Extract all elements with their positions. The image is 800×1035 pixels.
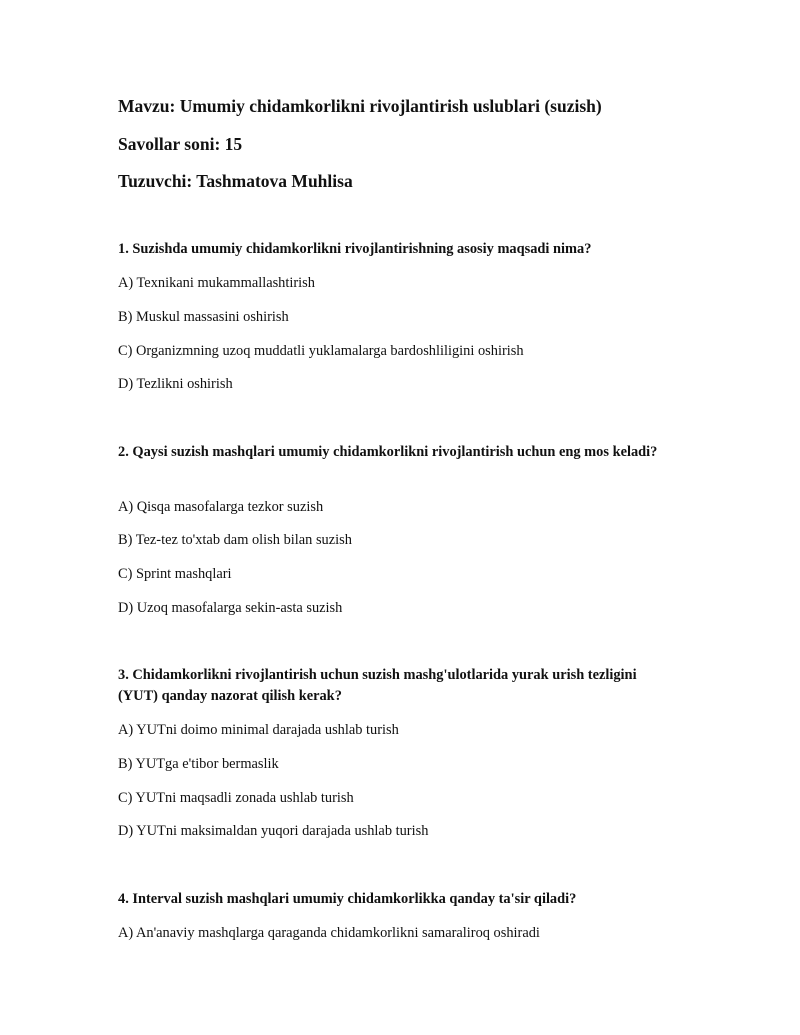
question-3-option-c: C) YUTni maqsadli zonada ushlab turish — [118, 790, 354, 806]
topic-heading: Mavzu: Umumiy chidamkorlikni rivojlantirish uslublari (suzish) — [118, 96, 602, 116]
question-3-option-a: A) YUTni doimo minimal darajada ushlab turish — [118, 722, 399, 738]
question-count-heading: Savollar soni: 15 — [118, 134, 243, 154]
question-1-option-a: A) Texnikani mukammallashtirish — [118, 275, 315, 291]
question-1-option-b: B) Muskul massasini oshirish — [118, 309, 289, 325]
question-2-option-b: B) Tez-tez to'xtab dam olish bilan suzish — [118, 532, 352, 548]
question-3-option-d: D) YUTni maksimaldan yuqori darajada ushlab turish — [118, 823, 429, 839]
author-heading: Tuzuvchi: Tashmatova Muhlisa — [118, 171, 353, 191]
question-4-option-a: A) An'anaviy mashqlarga qaraganda chidamkorlikni samaraliroq oshiradi — [118, 925, 540, 941]
question-2-option-d: D) Uzoq masofalarga sekin-asta suzish — [118, 600, 343, 616]
question-1-option-d: D) Tezlikni oshirish — [118, 376, 233, 392]
question-2-option-a: A) Qisqa masofalarga tezkor suzish — [118, 499, 324, 515]
question-2-option-c: C) Sprint mashqlari — [118, 566, 232, 582]
question-2: 2. Qaysi suzish mashqlari umumiy chidamkorlikni rivojlantirish uchun eng mos keladi? — [118, 444, 658, 460]
question-4: 4. Interval suzish mashqlari umumiy chidamkorlikka qanday ta'sir qiladi? — [118, 891, 577, 907]
question-1-option-c: C) Organizmning uzoq muddatli yuklamalarga bardoshliligini oshirish — [118, 343, 524, 359]
question-3: 3. Chidamkorlikni rivojlantirish uchun suzish mashg'ulotlarida yurak urish tezligini (YUT) qanday nazorat qilish kerak? — [118, 667, 637, 704]
question-1: 1. Suzishda umumiy chidamkorlikni rivojlantirishning asosiy maqsadi nima? — [118, 241, 592, 257]
question-3-option-b: B) YUTga e'tibor bermaslik — [118, 756, 279, 772]
